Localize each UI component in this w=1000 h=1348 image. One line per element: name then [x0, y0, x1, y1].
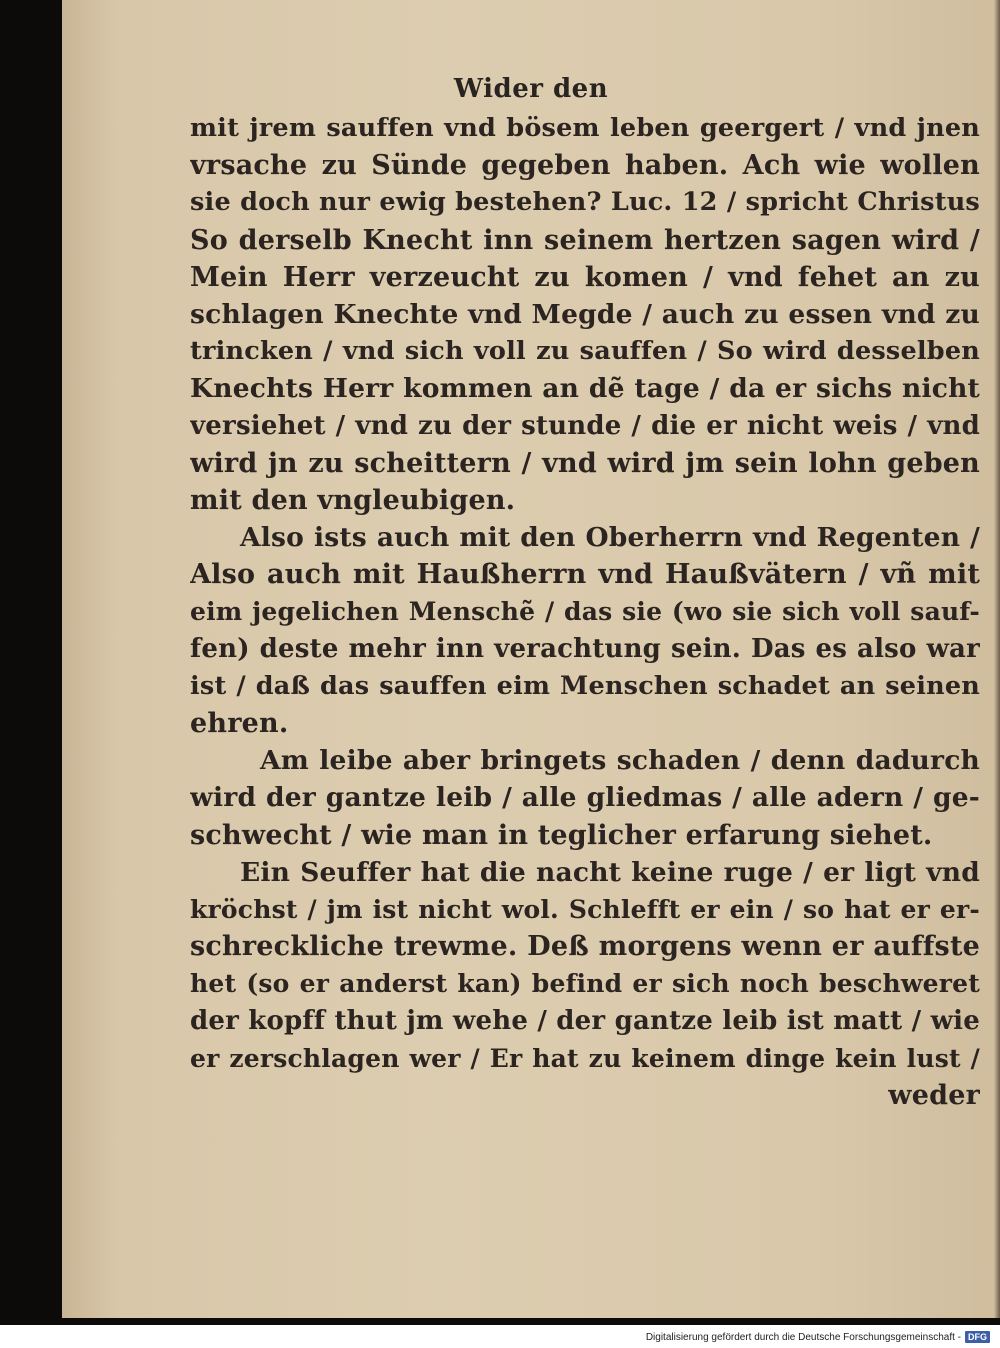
text-line: er zerschlagen wer / Er hat zu keinem dinge kein lust /: [190, 1043, 980, 1073]
text-line: versiehet / vnd zu der stunde / die er nicht weis / vnd: [190, 410, 980, 441]
text-line: schreckliche trewme. Deß morgens wenn er auffste: [190, 931, 980, 963]
text-line: eim jegelichen Menschẽ / das sie (wo sie sich voll sauf-: [190, 597, 980, 627]
text-line: kröchst / jm ist nicht wol. Schlefft er ein / so hat er er-: [190, 894, 980, 924]
text-line: ist / daß das sauffen eim Menschen schadet an seinen: [190, 670, 980, 701]
text-line: Mein Herr verzeucht zu komen / vnd fehet an zu: [190, 261, 980, 293]
text-line: der kopff thut jm wehe / der gantze leib ist matt / wie: [190, 1005, 980, 1036]
text-line: Also auch mit Haußherrn vnd Haußvätern / vñ mit: [190, 559, 980, 591]
book-page: [62, 0, 1000, 1318]
paragraph-start-line: Also ists auch mit den Oberherrn vnd Regenten /: [240, 522, 980, 554]
paragraph-start-line: Am leibe aber bringets schaden / denn dadurch: [260, 745, 980, 777]
text-line: het (so er anderst kan) befind er sich noch beschweret: [190, 969, 980, 999]
text-line: schwecht / wie man in teglicher erfarung siehet.: [190, 819, 933, 851]
body-text: [190, 110, 980, 1114]
text-line: ehren.: [190, 708, 289, 739]
dfg-logo-icon: DFG: [965, 1331, 990, 1343]
paragraph-start-line: Ein Seuffer hat die nacht keine ruge / er ligt vnd: [240, 856, 980, 888]
catchword: weder: [888, 1079, 980, 1111]
text-line: mit den vngleubigen.: [190, 484, 516, 516]
text-line: trincken / vnd sich voll zu sauffen / So wird desselben: [190, 336, 980, 367]
text-line: fen) deste mehr inn verachtung sein. Das es also war: [190, 633, 980, 664]
digitization-footer: [646, 1329, 990, 1345]
text-line: sie doch nur ewig bestehen? Luc. 12 / spricht Christus: [190, 187, 980, 218]
text-line: schlagen Knechte vnd Megde / auch zu essen vnd zu: [190, 298, 980, 330]
text-line: Knechts Herr kommen an dẽ tage / da er sichs nicht: [190, 373, 980, 405]
running-head: Wider den: [453, 74, 609, 104]
footer-credit: Digitalisierung gefördert durch die Deutsche Forschungsgemeinschaft -: [645, 1331, 961, 1343]
text-line: mit jrem sauffen vnd bösem leben geergert / vnd jnen: [190, 113, 980, 143]
text-line: So derselb Knecht inn seinem hertzen sagen wird /: [190, 224, 980, 256]
page-edge-shadow: [994, 0, 1000, 1318]
text-line: wird jn zu scheittern / vnd wird jm sein lohn geben: [190, 447, 980, 479]
text-line: wird der gantze leib / alle gliedmas / alle adern / ge-: [190, 782, 980, 814]
text-line: vrsache zu Sünde gegeben haben. Ach wie wollen: [190, 150, 980, 182]
